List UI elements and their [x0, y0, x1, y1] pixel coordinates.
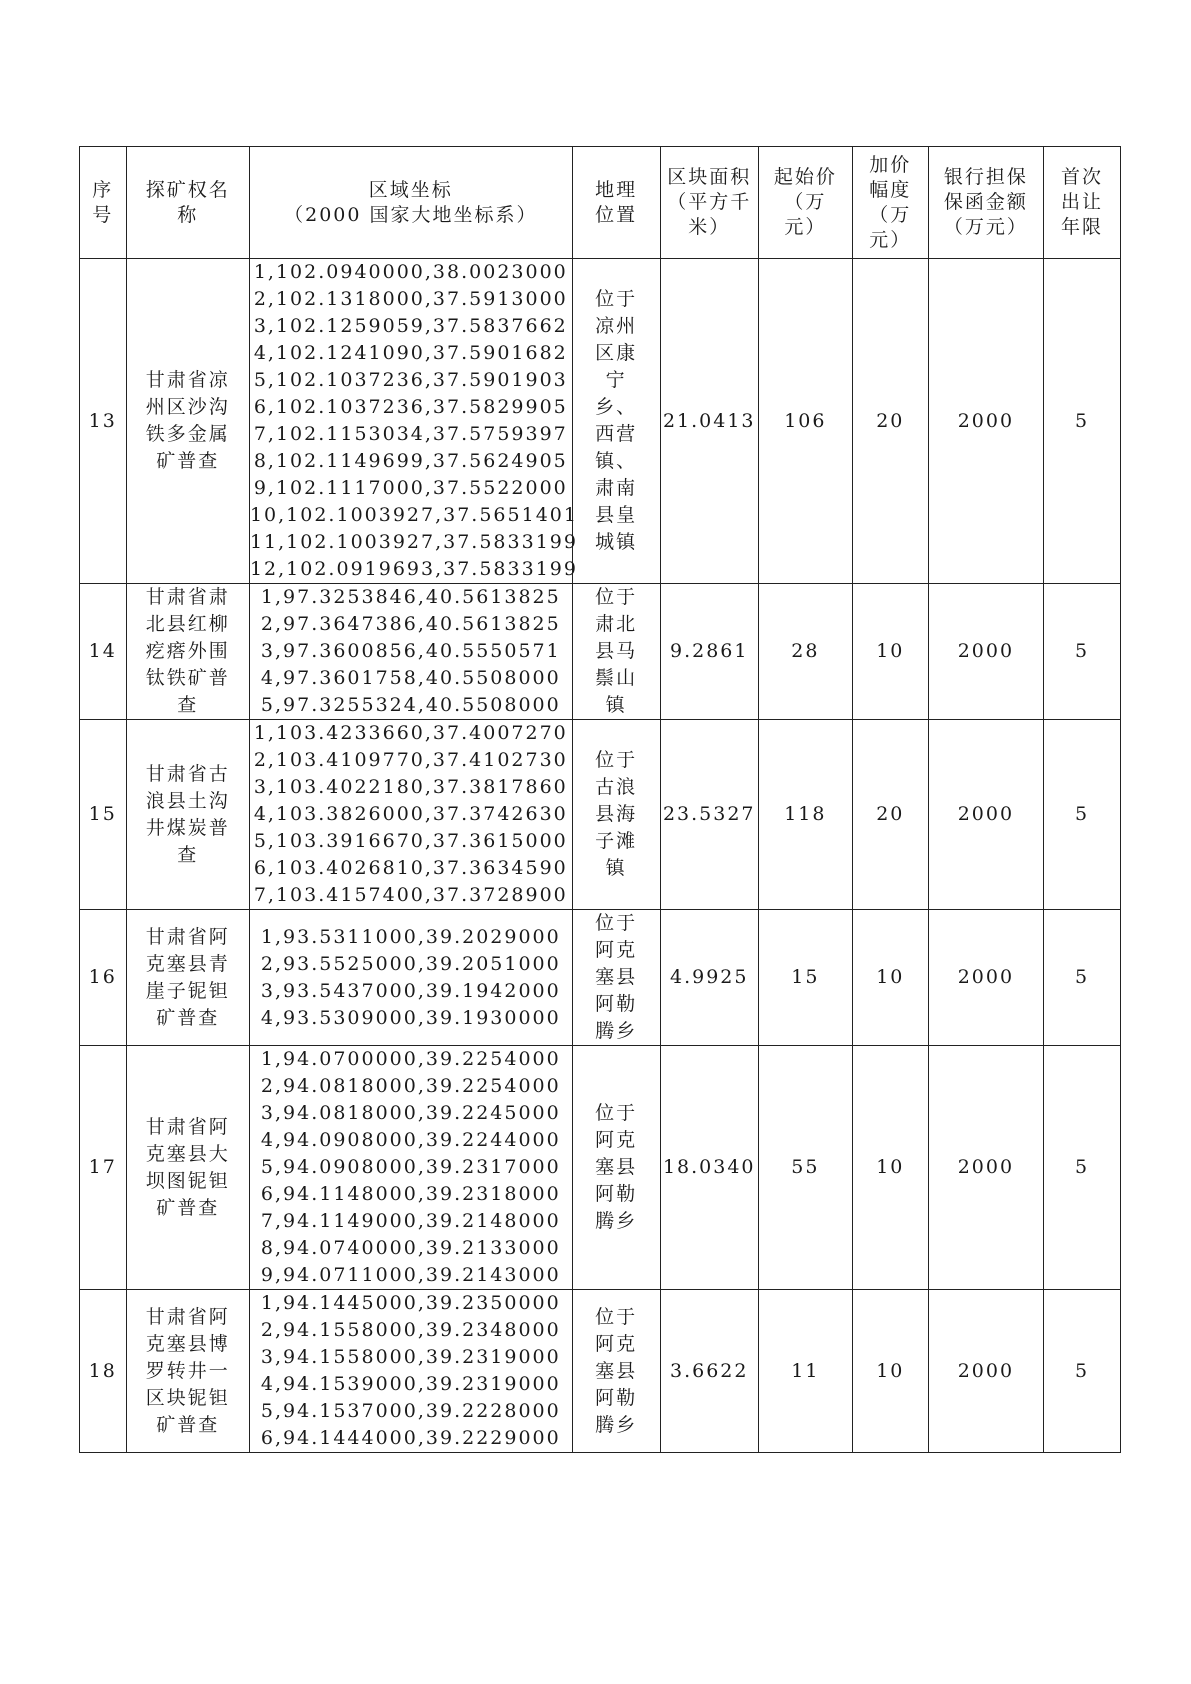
cell-guarantee: 2000: [928, 1290, 1043, 1453]
coord-line: 10,102.1003927,37.5651401: [249, 504, 578, 526]
coord-line: 4,94.0908000,39.2244000: [260, 1129, 561, 1151]
coord-line: 4,102.1241090,37.5901682: [253, 342, 568, 364]
coord-line: 5,103.3916670,37.3615000: [253, 830, 568, 852]
cell-area: 18.0340: [660, 1046, 758, 1290]
mining-rights-table: [79, 146, 1121, 1453]
cell-increment: 10: [852, 910, 928, 1046]
cell-location: 位于阿克塞县阿勒腾乡: [572, 1046, 660, 1290]
cell-name: 甘肃省阿克塞县青崖子铌钽矿普查: [126, 910, 249, 1046]
coord-line: 1,94.0700000,39.2254000: [260, 1048, 561, 1070]
cell-seq: 18: [80, 1290, 127, 1453]
coord-line: 5,102.1037236,37.5901903: [253, 369, 568, 391]
cell-guarantee: 2000: [928, 910, 1043, 1046]
coord-line: 3,94.0818000,39.2245000: [260, 1102, 561, 1124]
coord-line: 2,94.1558000,39.2348000: [260, 1319, 561, 1341]
coord-line: 4,103.3826000,37.3742630: [253, 803, 568, 825]
table-row: [80, 720, 1121, 910]
header-location: 地理位置: [572, 147, 660, 259]
cell-guarantee: 2000: [928, 584, 1043, 720]
table-row: [80, 910, 1121, 1046]
cell-seq: 14: [80, 584, 127, 720]
coord-line: 2,97.3647386,40.5613825: [260, 613, 561, 635]
coord-line: 2,94.0818000,39.2254000: [260, 1075, 561, 1097]
cell-increment: 20: [852, 720, 928, 910]
cell-coords: [249, 910, 572, 1046]
header-coords-sub: （2000 国家大地坐标系）: [284, 203, 538, 226]
coord-line: 3,102.1259059,37.5837662: [253, 315, 568, 337]
coord-line: 1,102.0940000,38.0023000: [253, 261, 568, 283]
cell-coords: [249, 259, 578, 584]
coord-line: 2,103.4109770,37.4102730: [253, 749, 568, 771]
header-seq: 序号: [80, 147, 127, 259]
cell-seq: 13: [80, 259, 127, 584]
coord-line: 6,94.1444000,39.2229000: [260, 1427, 561, 1449]
cell-name: 甘肃省阿克塞县大坝图铌钽矿普查: [126, 1046, 249, 1290]
cell-guarantee: 2000: [928, 259, 1043, 584]
header-row: [80, 147, 1121, 259]
cell-increment: 10: [852, 1046, 928, 1290]
header-area: 区块面积（平方千米）: [660, 147, 758, 259]
cell-start-price: 106: [758, 259, 852, 584]
cell-area: 9.2861: [660, 584, 758, 720]
cell-location: 位于阿克塞县阿勒腾乡: [572, 910, 660, 1046]
cell-years: 5: [1044, 1046, 1121, 1290]
coord-line: 5,94.1537000,39.2228000: [260, 1400, 561, 1422]
coord-line: 6,103.4026810,37.3634590: [253, 857, 568, 879]
header-name: 探矿权名称: [126, 147, 249, 259]
table-row: [80, 584, 1121, 720]
cell-name: 甘肃省肃北县红柳疙瘩外围钛铁矿普查: [126, 584, 249, 720]
cell-increment: 20: [852, 259, 928, 584]
coord-line: 4,94.1539000,39.2319000: [260, 1373, 561, 1395]
cell-location: 位于古浪县海子滩镇: [572, 720, 660, 910]
header-coords-title: 区域坐标: [368, 178, 453, 201]
cell-start-price: 11: [758, 1290, 852, 1453]
cell-area: 23.5327: [660, 720, 758, 910]
cell-years: 5: [1044, 720, 1121, 910]
cell-guarantee: 2000: [928, 1046, 1043, 1290]
table-row: [80, 1046, 1121, 1290]
cell-seq: 15: [80, 720, 127, 910]
header-coords: [249, 147, 572, 259]
cell-years: 5: [1044, 584, 1121, 720]
cell-start-price: 118: [758, 720, 852, 910]
cell-name: 甘肃省古浪县土沟井煤炭普查: [126, 720, 249, 910]
table-row: [80, 1290, 1121, 1453]
cell-years: 5: [1044, 259, 1121, 584]
table-row: [80, 259, 1121, 584]
coord-line: 12,102.0919693,37.5833199: [249, 558, 578, 580]
cell-increment: 10: [852, 1290, 928, 1453]
coord-line: 1,93.5311000,39.2029000: [260, 925, 561, 948]
coord-line: 3,97.3600856,40.5550571: [260, 640, 561, 662]
coord-line: 2,93.5525000,39.2051000: [260, 952, 561, 975]
coord-line: 9,94.0711000,39.2143000: [260, 1264, 561, 1286]
header-years: 首次出让年限: [1044, 147, 1121, 259]
cell-coords: [249, 584, 572, 720]
coord-line: 6,94.1148000,39.2318000: [260, 1183, 561, 1205]
cell-location: 位于凉州区康宁乡、西营镇、肃南县皇城镇: [572, 259, 660, 584]
coord-line: 5,97.3255324,40.5508000: [260, 694, 561, 716]
cell-start-price: 28: [758, 584, 852, 720]
coord-line: 3,103.4022180,37.3817860: [253, 776, 568, 798]
cell-name: 甘肃省阿克塞县博罗转井一区块铌钽矿普查: [126, 1290, 249, 1453]
cell-start-price: 55: [758, 1046, 852, 1290]
cell-start-price: 15: [758, 910, 852, 1046]
header-start-price: 起始价（万元）: [758, 147, 852, 259]
cell-area: 4.9925: [660, 910, 758, 1046]
cell-years: 5: [1044, 1290, 1121, 1453]
cell-location: 位于肃北县马鬃山镇: [572, 584, 660, 720]
coord-line: 1,94.1445000,39.2350000: [260, 1292, 561, 1314]
cell-area: 21.0413: [660, 259, 758, 584]
coord-line: 7,103.4157400,37.3728900: [253, 884, 568, 906]
cell-coords: [249, 720, 572, 910]
cell-coords: [249, 1290, 572, 1453]
coord-line: 8,102.1149699,37.5624905: [253, 450, 568, 472]
coord-line: 1,97.3253846,40.5613825: [260, 586, 561, 608]
coord-line: 3,94.1558000,39.2319000: [260, 1346, 561, 1368]
cell-name: 甘肃省凉州区沙沟铁多金属矿普查: [126, 259, 249, 584]
coord-line: 3,93.5437000,39.1942000: [260, 979, 561, 1002]
coord-line: 11,102.1003927,37.5833199: [249, 531, 578, 553]
coord-line: 8,94.0740000,39.2133000: [260, 1237, 561, 1259]
coord-line: 2,102.1318000,37.5913000: [253, 288, 568, 310]
cell-coords: [249, 1046, 572, 1290]
coord-line: 5,94.0908000,39.2317000: [260, 1156, 561, 1178]
cell-increment: 10: [852, 584, 928, 720]
coord-line: 6,102.1037236,37.5829905: [253, 396, 568, 418]
coord-line: 4,93.5309000,39.1930000: [260, 1006, 561, 1029]
cell-location: 位于阿克塞县阿勒腾乡: [572, 1290, 660, 1453]
header-increment: 加价幅度（万元）: [852, 147, 928, 259]
cell-area: 3.6622: [660, 1290, 758, 1453]
coord-line: 1,103.4233660,37.4007270: [253, 722, 568, 744]
cell-seq: 17: [80, 1046, 127, 1290]
cell-seq: 16: [80, 910, 127, 1046]
cell-guarantee: 2000: [928, 720, 1043, 910]
coord-line: 9,102.1117000,37.5522000: [253, 477, 568, 499]
coord-line: 7,102.1153034,37.5759397: [253, 423, 568, 445]
coord-line: 7,94.1149000,39.2148000: [260, 1210, 561, 1232]
cell-years: 5: [1044, 910, 1121, 1046]
coord-line: 4,97.3601758,40.5508000: [260, 667, 561, 689]
header-guarantee: 银行担保保函金额（万元）: [928, 147, 1043, 259]
